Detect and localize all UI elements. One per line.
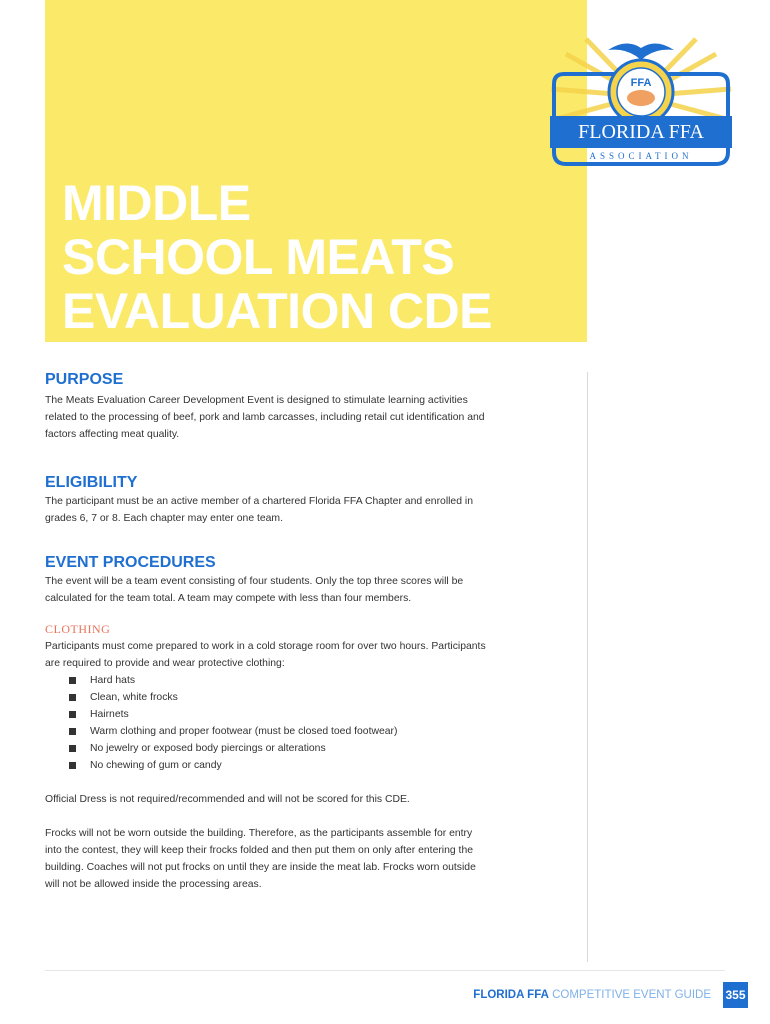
list-item: Hard hats (45, 672, 545, 689)
dress-note: Official Dress is not required/recommended and will not be scored for this CDE. (45, 794, 410, 805)
list-item: Warm clothing and proper footwear (must be closed toed footwear) (45, 723, 545, 740)
procedures-line: The event will be a team event consisting of four students. Only the top three scores will be (45, 576, 464, 587)
bullet-square-icon (69, 762, 76, 769)
title-line-1: MIDDLE (62, 175, 251, 231)
purpose-line: factors affecting meat quality. (45, 429, 180, 440)
footer-divider (45, 970, 725, 971)
emblem-text: FFA (630, 77, 652, 89)
procedures-heading: EVENT PROCEDURES (45, 554, 216, 571)
clothing-intro-line: Participants must come prepared to work in a cold storage room for over two hours. Participants (45, 641, 486, 652)
clothing-subheading: CLOTHING (45, 622, 111, 636)
purpose-text (45, 392, 545, 443)
eligibility-heading: ELIGIBILITY (45, 474, 138, 491)
florida-ffa-logo (546, 34, 736, 174)
purpose-line: The Meats Evaluation Career Development Event is designed to stimulate learning activities (45, 395, 468, 406)
title-line-3: EVALUATION CDE (62, 283, 493, 339)
frocks-line: will not be allowed inside the processing areas. (45, 879, 262, 890)
frocks-line: Frocks will not be worn outside the building. Therefore, as the participants assemble for entry (45, 828, 473, 839)
main-content (45, 370, 545, 893)
page-number: 355 (723, 982, 748, 1008)
clothing-list (45, 672, 545, 774)
logo-name: FLORIDA FFA (578, 121, 704, 143)
eligibility-line: The participant must be an active member of a chartered Florida FFA Chapter and enrolled in (45, 496, 473, 507)
footer (473, 987, 711, 1003)
bullet-square-icon (69, 694, 76, 701)
column-divider (587, 372, 588, 962)
frocks-line: building. Coaches will not put frocks on until they are inside the meat lab. Frocks worn outside (45, 862, 476, 873)
list-item: No jewelry or exposed body piercings or alterations (45, 740, 545, 757)
procedures-text (45, 573, 545, 607)
list-item: Hairnets (45, 706, 545, 723)
bullet-square-icon (69, 745, 76, 752)
page-title (62, 176, 492, 338)
list-item: Clean, white frocks (45, 689, 545, 706)
eligibility-text (45, 493, 545, 527)
clothing-intro-line: are required to provide and wear protective clothing: (45, 658, 285, 669)
purpose-line: related to the processing of beef, pork and lamb carcasses, including retail cut identification and (45, 412, 485, 423)
eligibility-line: grades 6, 7 or 8. Each chapter may enter one team. (45, 513, 283, 524)
bullet-square-icon (69, 711, 76, 718)
frocks-line: into the contest, they will keep their frocks folded and then put them on only after entering the (45, 845, 474, 856)
bullet-square-icon (69, 728, 76, 735)
footer-brand: FLORIDA FFA (473, 989, 549, 1001)
bullet-square-icon (69, 677, 76, 684)
footer-guide-title: COMPETITIVE EVENT GUIDE (552, 989, 711, 1001)
title-line-2: SCHOOL MEATS (62, 229, 455, 285)
list-item: No chewing of gum or candy (45, 757, 545, 774)
procedures-line: calculated for the team total. A team may compete with less than four members. (45, 593, 412, 604)
logo-subtitle: ASSOCIATION (589, 151, 693, 161)
purpose-heading: PURPOSE (45, 371, 124, 388)
